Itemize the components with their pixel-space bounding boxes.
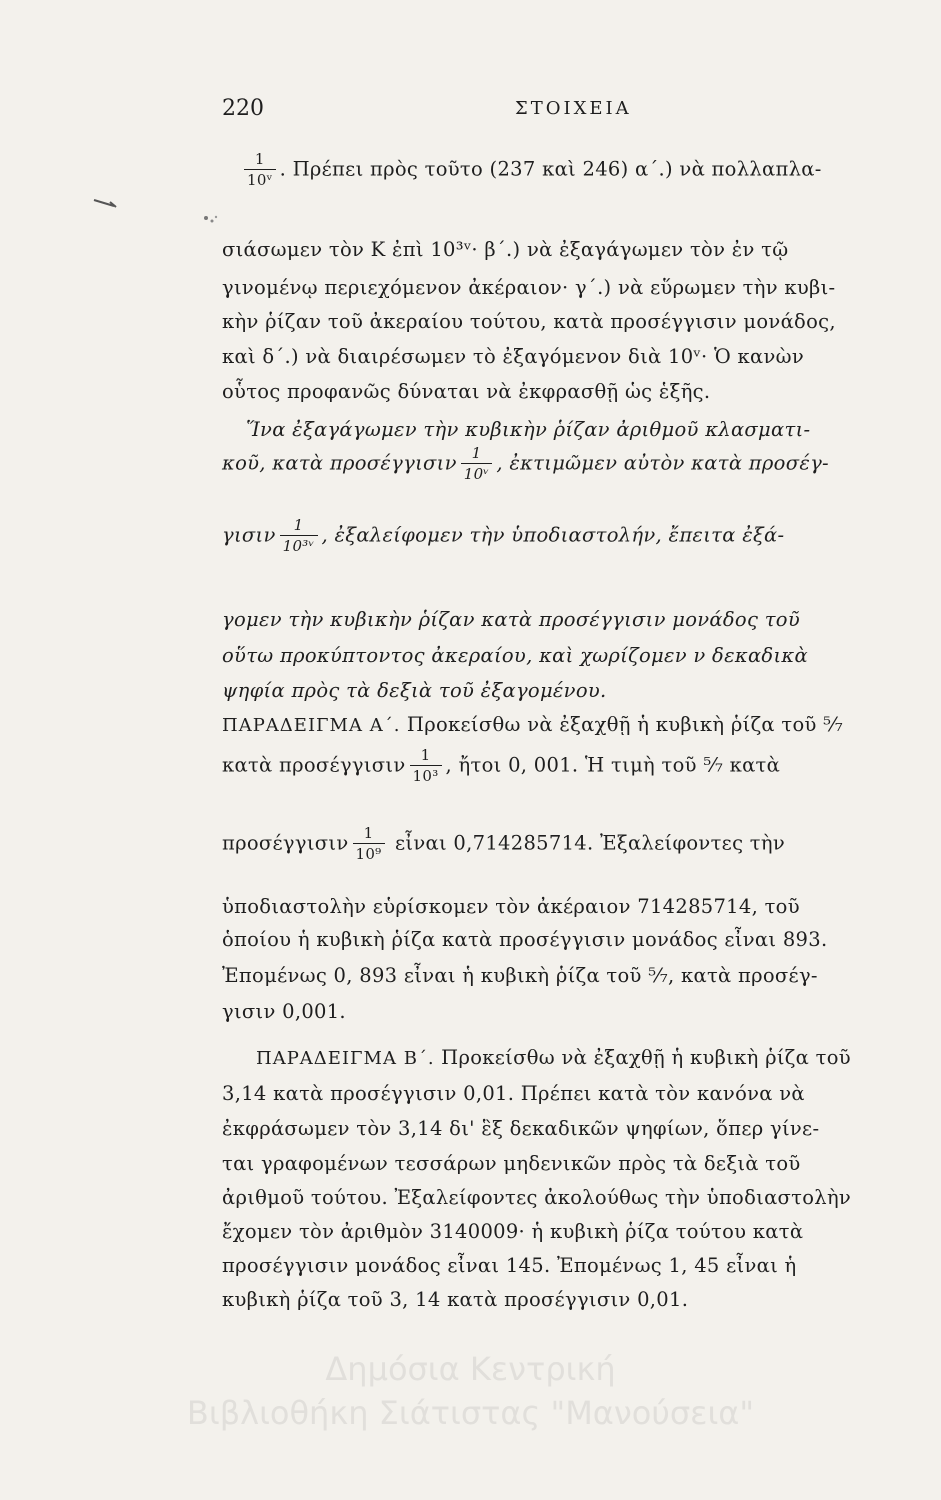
text-line: γινομένῳ περιεχόμενον ἀκέραιον· γ΄.) νὰ εὕρωμεν τὴν κυβι- xyxy=(222,276,836,299)
text-line: κυβικὴ ῥίζα τοῦ 3, 14 κατὰ προσέγγισιν 0,01. xyxy=(222,1288,689,1311)
text-line: 3,14 κατὰ προσέγγισιν 0,01. Πρέπει κατὰ τὸν κανόνα νὰ xyxy=(222,1082,805,1105)
text-line xyxy=(222,446,829,482)
text-line: ἀριθμοῦ τούτου. Ἐξαλείφοντες ἀκολούθως τὴν ὑποδιαστολὴν xyxy=(222,1186,852,1209)
text-line: γομεν τὴν κυβικὴν ῥίζαν κατὰ προσέγγισιν μονάδος τοῦ xyxy=(222,608,800,631)
line-text: γισιν xyxy=(222,523,276,547)
text-line xyxy=(222,826,785,862)
text-line xyxy=(240,152,822,188)
line-text: εἶναι 0,714285714. Ἐξαλείφοντες τὴν xyxy=(388,831,786,855)
text-line: οὕτω προκύπτοντος ἀκεραίου, καὶ χωρίζομεν ν δεκαδικὰ xyxy=(222,644,808,667)
text-line: ἐκφράσωμεν τὸν 3,14 δι' ἓξ δεκαδικῶν ψηφίων, ὅπερ γίνε- xyxy=(222,1117,820,1140)
text-line: ψηφία πρὸς τὰ δεξιὰ τοῦ ἐξαγομένου. xyxy=(222,679,607,702)
fraction-numerator: 1 xyxy=(254,150,265,168)
line-text: προσέγγισιν xyxy=(222,831,349,855)
line-text: , ἐκτιμῶμεν αὐτὸν κατὰ προσέγ- xyxy=(496,451,829,475)
running-title: ΣΤΟΙΧΕΙΑ xyxy=(515,98,632,119)
fraction xyxy=(410,748,442,784)
text-line: ὑποδιαστολὴν εὑρίσκομεν τὸν ἀκέραιον 714285714, τοῦ xyxy=(222,895,800,918)
text-line: Ἐπομένως 0, 893 εἶναι ἡ κυβικὴ ῥίζα τοῦ ⁵⁄₇, κατὰ προσέγ- xyxy=(222,964,818,987)
line-text: κατὰ προσέγγισιν xyxy=(222,753,406,777)
text-line: οὗτος προφανῶς δύναται νὰ ἐκφρασθῇ ὡς ἑξῆς. xyxy=(222,380,711,403)
fraction-numerator: 1 xyxy=(471,444,482,462)
text-line: γισιν 0,001. xyxy=(222,1000,346,1023)
text-line: ὁποίου ἡ κυβικὴ ῥίζα κατὰ προσέγγισιν μονάδος εἶναι 893. xyxy=(222,928,828,951)
line-text: κοῦ, κατὰ προσέγγισιν xyxy=(222,451,457,475)
library-watermark-line-2: Βιβλιοθήκη Σιάτιστας "Μανούσεια" xyxy=(186,1394,755,1432)
fraction-denominator: 10ᵛ xyxy=(461,463,493,482)
line-text: . Πρέπει πρὸς τοῦτο (237 καὶ 246) α΄.) νὰ πολλαπλα- xyxy=(279,157,822,181)
fraction-denominator: 10ᵛ xyxy=(244,169,276,188)
fraction xyxy=(461,446,493,482)
library-watermark-line-1: Δημόσια Κεντρική xyxy=(325,1350,616,1388)
fraction xyxy=(353,826,385,862)
line-text: , ἐξαλείφομεν τὴν ὑποδιαστολήν, ἔπειτα ἐξά- xyxy=(321,523,785,547)
text-line: σιάσωμεν τὸν Κ ἐπὶ 10³ᵛ· β΄.) νὰ ἐξαγάγωμεν τὸν ἐν τῷ xyxy=(222,238,789,261)
text-line xyxy=(222,748,780,784)
fraction-denominator: 10³ᵛ xyxy=(280,535,318,554)
fraction-numerator: 1 xyxy=(293,516,304,534)
line-text: Προκείσθω νὰ ἐξαχθῇ ἡ κυβικὴ ῥίζα τοῦ ⁵⁄₇ xyxy=(400,713,843,736)
page-header xyxy=(0,96,941,126)
line-text: Προκείσθω νὰ ἐξαχθῇ ἡ κυβικὴ ῥίζα τοῦ xyxy=(434,1046,851,1069)
text-line: ται γραφομένων τεσσάρων μηδενικῶν πρὸς τὰ δεξιὰ τοῦ xyxy=(222,1152,801,1175)
fraction-denominator: 10³ xyxy=(410,765,442,784)
line-text: , ἤτοι 0, 001. Ἡ τιμὴ τοῦ ⁵⁄₇ κατὰ xyxy=(445,753,781,777)
text-line: ἔχομεν τὸν ἀριθμὸν 3140009· ἡ κυβικὴ ῥίζα τούτου κατὰ xyxy=(222,1220,804,1243)
text-line xyxy=(222,713,843,736)
example-heading: ΠΑΡΑΔΕΙΓΜΑ Β΄. xyxy=(256,1048,435,1069)
example-heading: ΠΑΡΑΔΕΙΓΜΑ Α΄. xyxy=(222,715,401,736)
margin-mark xyxy=(92,196,122,210)
fraction xyxy=(244,152,276,188)
page-number: 220 xyxy=(222,96,264,121)
ink-smudge xyxy=(200,212,222,226)
text-line xyxy=(222,518,784,554)
text-line: κὴν ῥίζαν τοῦ ἀκεραίου τούτου, κατὰ προσέγγισιν μονάδος, xyxy=(222,310,836,333)
text-line: καὶ δ΄.) νὰ διαιρέσωμεν τὸ ἐξαγόμενον διὰ 10ᵛ· Ὁ κανὼν xyxy=(222,345,804,368)
text-line: Ἵνα ἐξαγάγωμεν τὴν κυβικὴν ῥίζαν ἀριθμοῦ κλασματι- xyxy=(246,418,811,441)
text-line: προσέγγισιν μονάδος εἶναι 145. Ἐπομένως 1, 45 εἶναι ἡ xyxy=(222,1254,797,1277)
fraction-denominator: 10⁹ xyxy=(353,843,385,862)
fraction xyxy=(280,518,318,554)
text-line xyxy=(256,1046,851,1069)
fraction-numerator: 1 xyxy=(363,824,374,842)
fraction-numerator: 1 xyxy=(420,746,431,764)
